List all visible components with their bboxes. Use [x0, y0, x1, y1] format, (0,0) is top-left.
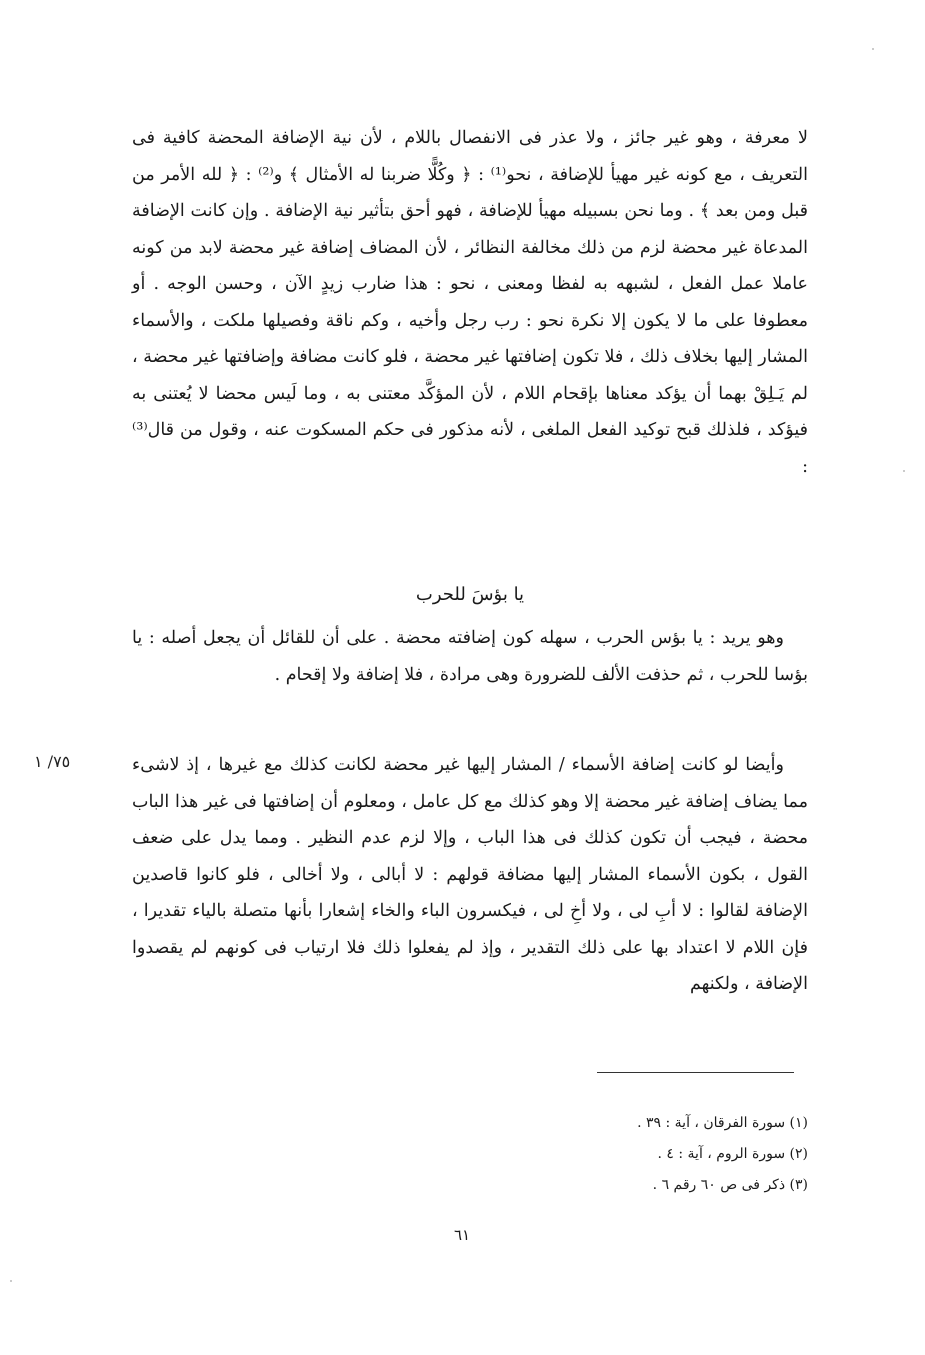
paragraph-1: لا معرفة ، وهو غير جائز ، ولا عذر فى الانفصال باللام ، لأن نية الإضافة المحضة كافية فى التعريف ، مع كونه غير مهيأ للإضافة ، نحو⁽¹⁾ : ﴿ وكُلًّا ضربنا له الأمثال ﴾ و⁽²⁾ : ﴿ لله الأمر من قبل ومن بعد ﴾ . وما نحن بسبيله مهيأ للإضافة ، فهو أحق بتأثير نية الإضافة . وإن كانت الإضافة المدعاة غير محضة لزم من ذلك مخالفة النظائر ، لأن المضاف إضافة غير محضة لابد من كونه عاملا عمل الفعل ، لشبهه به لفظا ومعنى ، نحو : هذا ضارب زيدٍ الآن ، وحسن الوجه . أو معطوفا على ما لا يكون إلا نكرة نحو : رب رجل وأخيه ، وكم ناقة وفصيلها ملكت ، والأسماء المشار إليها بخلاف ذلك ، فلا تكون إضافتها غير محضة ، فلو كانت مضافة وإضافتها غير محضة ، لم يَـلِقْ بهما أن يؤكد معناها بإقحام اللام ، لأن المؤكَّد معتنى به ، وما لَيس محضا لا يُعتنى به فيؤكد ، فلذلك قبح توكيد الفعل الملغى ، لأنه مذكور فى حكم المسكوت عنه ، وقول من قال⁽³⁾ :	[132, 128, 808, 477]
main-text-first-paragraph	[132, 120, 808, 485]
paragraph-3: وأيضا لو كانت إضافة الأسماء / المشار إليها غير محضة لكانت كذلك مع غيرها ، إذ لاشىء مما يضاف إضافة غير محضة إلا وهو كذلك مع كل عامل ، ومعلوم أن إضافتها فى غير هذا الباب محضة ، فيجب أن تكون كذلك فى هذا الباب ، وإلا لزم عدم النظير . ومما يدل على ضعف القول ، بكون الأسماء المشار إليها مضافة قولهم : لا أبالى ، ولا أخالى ، فلو كانوا قاصدين الإضافة لقالوا : لا أبِ لى ، ولا أخِ لى ، فيكسرون الباء والخاء إشعارا بأنها متصلة بالياء تقديرا ، فإن اللام لا اعتداد بها على ذلك التقدير ، وإذ لم يفعلوا ذلك فلا ارتياب فى كونهم لم يقصدوا الإضافة ، ولكنهم	[132, 755, 808, 994]
footnotes	[420, 1108, 808, 1201]
scan-speck	[872, 48, 874, 50]
paragraph-2: وهو يريد : يا بؤس الحرب ، سهله كون إضافته محضة . على أن للقائل أن يجعل أصله : يا بؤسا للحرب ، ثم حذفت الألف للضرورة وهى مرادة ، فلا إضافة ولا إقحام .	[132, 628, 808, 685]
page-number: ٦١	[453, 1226, 471, 1244]
footnote-3: (٣) ذكر فى ص ٦٠ رقم ٦ .	[652, 1177, 808, 1193]
poetry-verse: يا بؤسَ للحرب	[415, 584, 525, 605]
scan-speck	[10, 1280, 12, 1282]
footnote-1: (١) سورة الفرقان ، آية : ٣٩ .	[637, 1115, 808, 1131]
scan-speck	[903, 470, 905, 472]
footnote-separator-rule	[597, 1072, 794, 1073]
manuscript-folio-reference: ٧٥/ ١	[34, 752, 71, 771]
footnote-2: (٢) سورة الروم ، آية : ٤ .	[657, 1146, 808, 1162]
main-text-second-paragraph	[132, 620, 808, 693]
main-text-third-paragraph	[132, 747, 808, 1003]
